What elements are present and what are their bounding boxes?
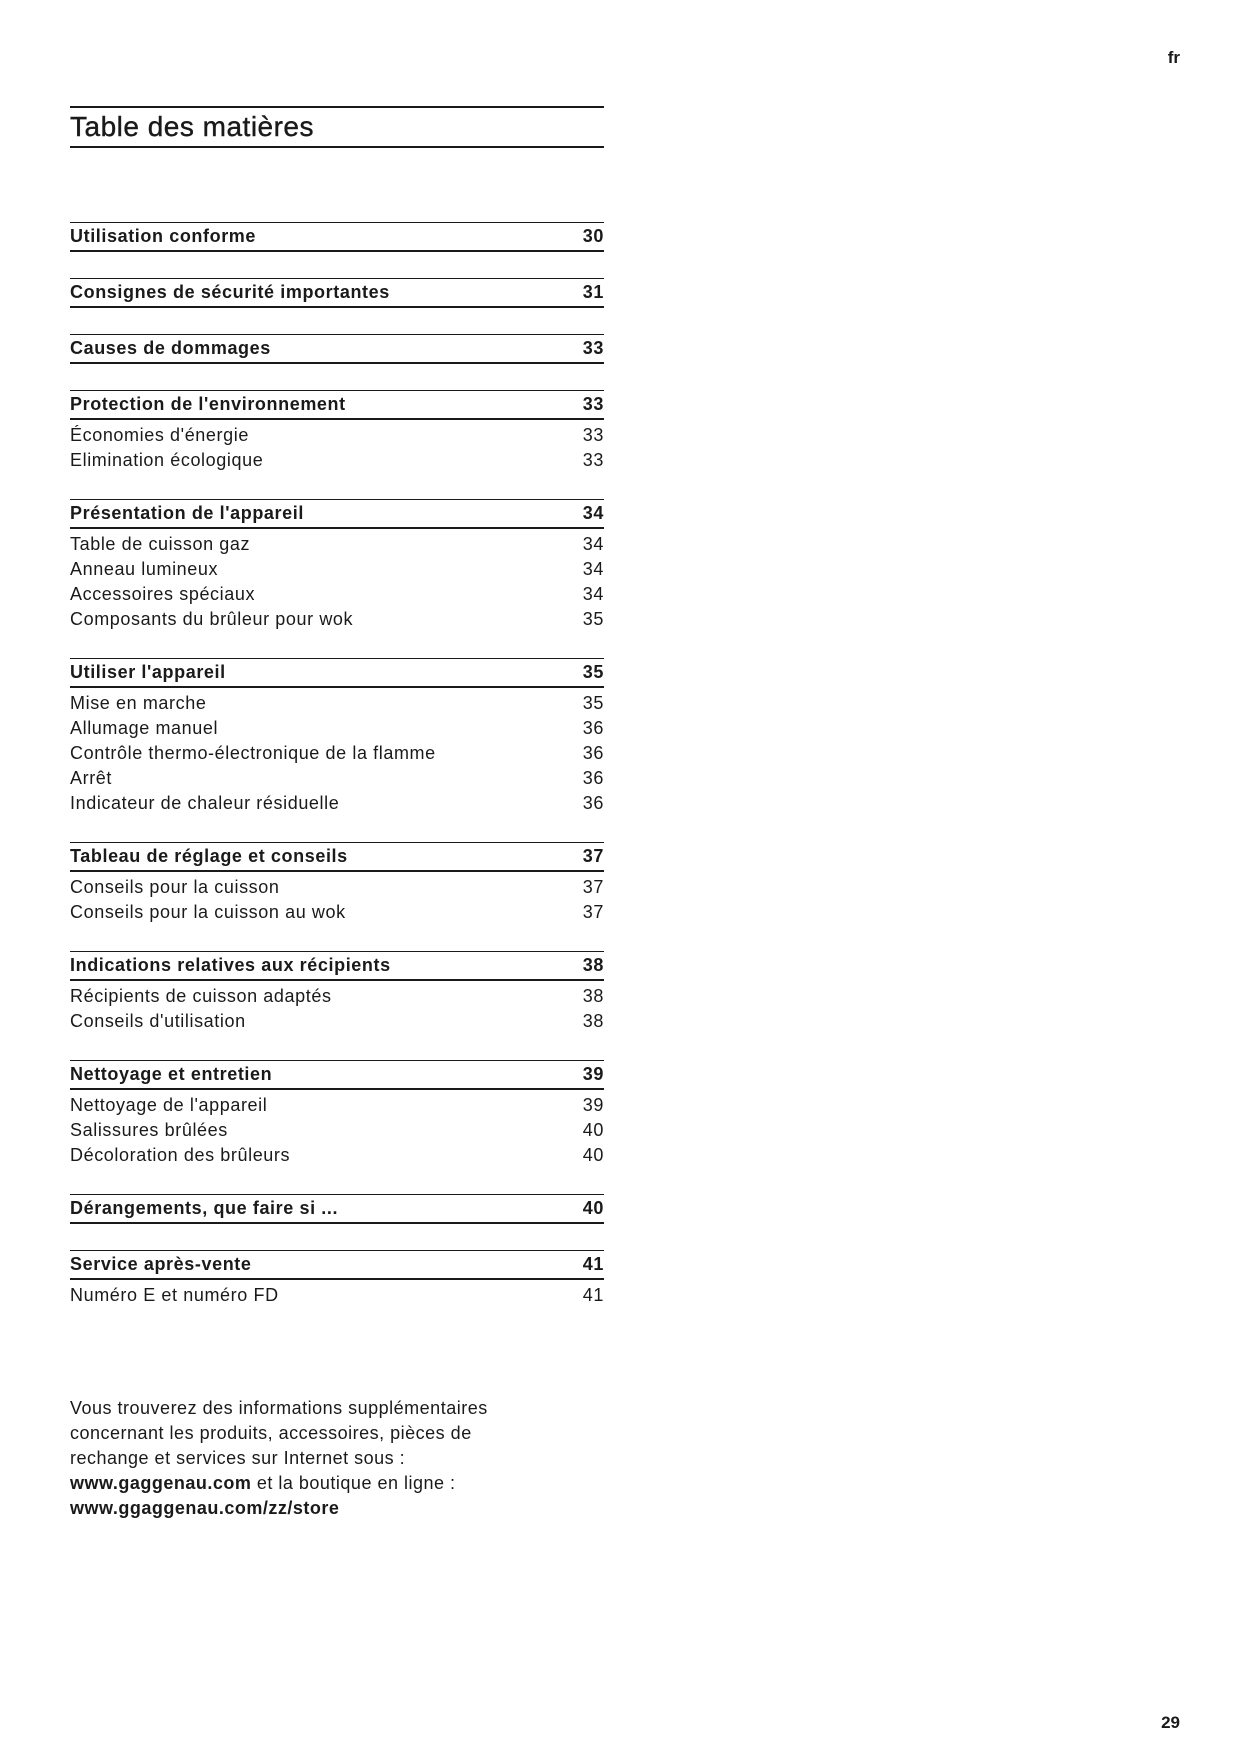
toc-section-page: 37 — [582, 846, 604, 866]
toc-subitem[interactable] — [70, 1143, 604, 1168]
toc-subitem-page: 36 — [582, 718, 604, 738]
toc-subitem-page: 38 — [582, 986, 604, 1006]
toc-section — [70, 951, 604, 1034]
toc-section-title: Indications relatives aux récipients — [70, 955, 391, 975]
toc-section-heading[interactable] — [70, 278, 604, 308]
footer-line-3: rechange et services sur Internet sous : — [70, 1448, 406, 1468]
footer-line-2: concernant les produits, accessoires, pièces de — [70, 1423, 472, 1443]
toc-section-heading[interactable] — [70, 390, 604, 420]
toc-subitem[interactable] — [70, 532, 604, 557]
toc-subitem-page: 40 — [582, 1145, 604, 1165]
toc-subitem-page: 37 — [582, 902, 604, 922]
toc-subitem-page: 34 — [582, 584, 604, 604]
toc-section-heading[interactable] — [70, 1060, 604, 1090]
toc-subitem-list — [70, 1280, 604, 1308]
website-link[interactable]: www.gaggenau.com — [70, 1473, 252, 1493]
toc-subitem-label: Arrêt — [70, 768, 113, 788]
toc-subitem[interactable] — [70, 1118, 604, 1143]
toc-section — [70, 334, 604, 364]
toc-subitem[interactable] — [70, 607, 604, 632]
toc-subitem[interactable] — [70, 766, 604, 791]
toc-section — [70, 1250, 604, 1308]
toc-subitem-page: 38 — [582, 1011, 604, 1031]
toc-section-page: 40 — [582, 1198, 604, 1218]
toc-subitem-page: 33 — [582, 425, 604, 445]
toc-subitem-label: Mise en marche — [70, 693, 207, 713]
toc-subitem-list — [70, 420, 604, 473]
toc-section-title: Nettoyage et entretien — [70, 1064, 273, 1084]
toc-section — [70, 278, 604, 308]
toc-subitem-label: Conseils pour la cuisson — [70, 877, 280, 897]
toc-section-heading[interactable] — [70, 1250, 604, 1280]
toc-subitem[interactable] — [70, 716, 604, 741]
toc-subitem-label: Indicateur de chaleur résiduelle — [70, 793, 340, 813]
table-of-contents — [70, 222, 604, 1334]
toc-subitem-label: Conseils d'utilisation — [70, 1011, 246, 1031]
toc-subitem-label: Accessoires spéciaux — [70, 584, 256, 604]
toc-section-title: Utilisation conforme — [70, 226, 257, 246]
toc-subitem-list — [70, 688, 604, 816]
store-link[interactable]: www.ggaggenau.com/zz/store — [70, 1498, 340, 1518]
toc-section-title: Tableau de réglage et conseils — [70, 846, 348, 866]
toc-subitem-label: Allumage manuel — [70, 718, 219, 738]
toc-subitem-label: Récipients de cuisson adaptés — [70, 986, 332, 1006]
footer-line-5 — [70, 1496, 610, 1521]
toc-subitem-page: 36 — [582, 768, 604, 788]
toc-section-heading[interactable] — [70, 1194, 604, 1224]
toc-subitem[interactable] — [70, 741, 604, 766]
toc-subitem-page: 37 — [582, 877, 604, 897]
toc-subitem-label: Économies d'énergie — [70, 425, 249, 445]
toc-section-page: 34 — [582, 503, 604, 523]
toc-subitem-list — [70, 981, 604, 1034]
toc-subitem[interactable] — [70, 1093, 604, 1118]
toc-section-heading[interactable] — [70, 842, 604, 872]
toc-subitem[interactable] — [70, 1283, 604, 1308]
toc-subitem-page: 33 — [582, 450, 604, 470]
toc-subitem-label: Décoloration des brûleurs — [70, 1145, 291, 1165]
toc-section-title: Protection de l'environnement — [70, 394, 346, 414]
footer-note — [70, 1396, 610, 1521]
toc-subitem[interactable] — [70, 1009, 604, 1034]
toc-section — [70, 658, 604, 816]
toc-subitem-label: Salissures brûlées — [70, 1120, 228, 1140]
toc-section — [70, 1060, 604, 1168]
toc-subitem-page: 39 — [582, 1095, 604, 1115]
toc-subitem-page: 41 — [582, 1285, 604, 1305]
page-number: 29 — [1161, 1713, 1180, 1732]
toc-section-page: 33 — [582, 394, 604, 414]
toc-section-heading[interactable] — [70, 951, 604, 981]
footer-line-4 — [70, 1471, 610, 1496]
toc-section-page: 30 — [582, 226, 604, 246]
footer-line-4-text: et la boutique en ligne : — [251, 1473, 456, 1493]
toc-section-page: 31 — [582, 282, 604, 302]
toc-subitem-page: 34 — [582, 559, 604, 579]
toc-subitem-label: Table de cuisson gaz — [70, 534, 251, 554]
toc-subitem-list — [70, 1090, 604, 1168]
toc-section-title: Dérangements, que faire si ... — [70, 1198, 339, 1218]
toc-section-heading[interactable] — [70, 658, 604, 688]
toc-subitem-page: 36 — [582, 743, 604, 763]
toc-section-title: Présentation de l'appareil — [70, 503, 304, 523]
toc-subitem-label: Nettoyage de l'appareil — [70, 1095, 268, 1115]
toc-subitem-label: Contrôle thermo-électronique de la flamme — [70, 743, 436, 763]
footer-line-1: Vous trouverez des informations supplémentaires — [70, 1398, 488, 1418]
toc-subitem-label: Composants du brûleur pour wok — [70, 609, 354, 629]
toc-subitem[interactable] — [70, 582, 604, 607]
toc-section-page: 38 — [582, 955, 604, 975]
toc-subitem[interactable] — [70, 984, 604, 1009]
toc-subitem-page: 35 — [582, 693, 604, 713]
language-code: fr — [1167, 48, 1180, 67]
toc-subitem[interactable] — [70, 691, 604, 716]
toc-subitem[interactable] — [70, 448, 604, 473]
toc-subitem[interactable] — [70, 875, 604, 900]
toc-section-title: Utiliser l'appareil — [70, 662, 226, 682]
toc-section-page: 35 — [582, 662, 604, 682]
toc-subitem[interactable] — [70, 557, 604, 582]
toc-subitem-page: 40 — [582, 1120, 604, 1140]
toc-subitem[interactable] — [70, 900, 604, 925]
toc-section-heading[interactable] — [70, 499, 604, 529]
toc-section — [70, 222, 604, 252]
toc-section — [70, 842, 604, 925]
toc-section-title: Service après-vente — [70, 1254, 252, 1274]
toc-section-page: 33 — [582, 338, 604, 358]
toc-section-page: 39 — [582, 1064, 604, 1084]
toc-subitem-page: 34 — [582, 534, 604, 554]
toc-subitem[interactable] — [70, 791, 604, 816]
toc-subitem-label: Numéro E et numéro FD — [70, 1285, 279, 1305]
toc-section-title: Causes de dommages — [70, 338, 271, 358]
toc-section-heading[interactable] — [70, 334, 604, 364]
toc-section — [70, 499, 604, 632]
toc-subitem-label: Conseils pour la cuisson au wok — [70, 902, 346, 922]
toc-title-block — [70, 106, 604, 148]
toc-subitem-page: 35 — [582, 609, 604, 629]
toc-subitem-list — [70, 872, 604, 925]
toc-subitem-label: Anneau lumineux — [70, 559, 219, 579]
toc-section-title: Consignes de sécurité importantes — [70, 282, 390, 302]
toc-section-page: 41 — [582, 1254, 604, 1274]
toc-subitem-label: Elimination écologique — [70, 450, 264, 470]
toc-subitem-list — [70, 529, 604, 632]
page-title: Table des matières — [70, 111, 315, 142]
toc-section — [70, 390, 604, 473]
toc-subitem-page: 36 — [582, 793, 604, 813]
toc-section-heading[interactable] — [70, 222, 604, 252]
toc-subitem[interactable] — [70, 423, 604, 448]
toc-section — [70, 1194, 604, 1224]
